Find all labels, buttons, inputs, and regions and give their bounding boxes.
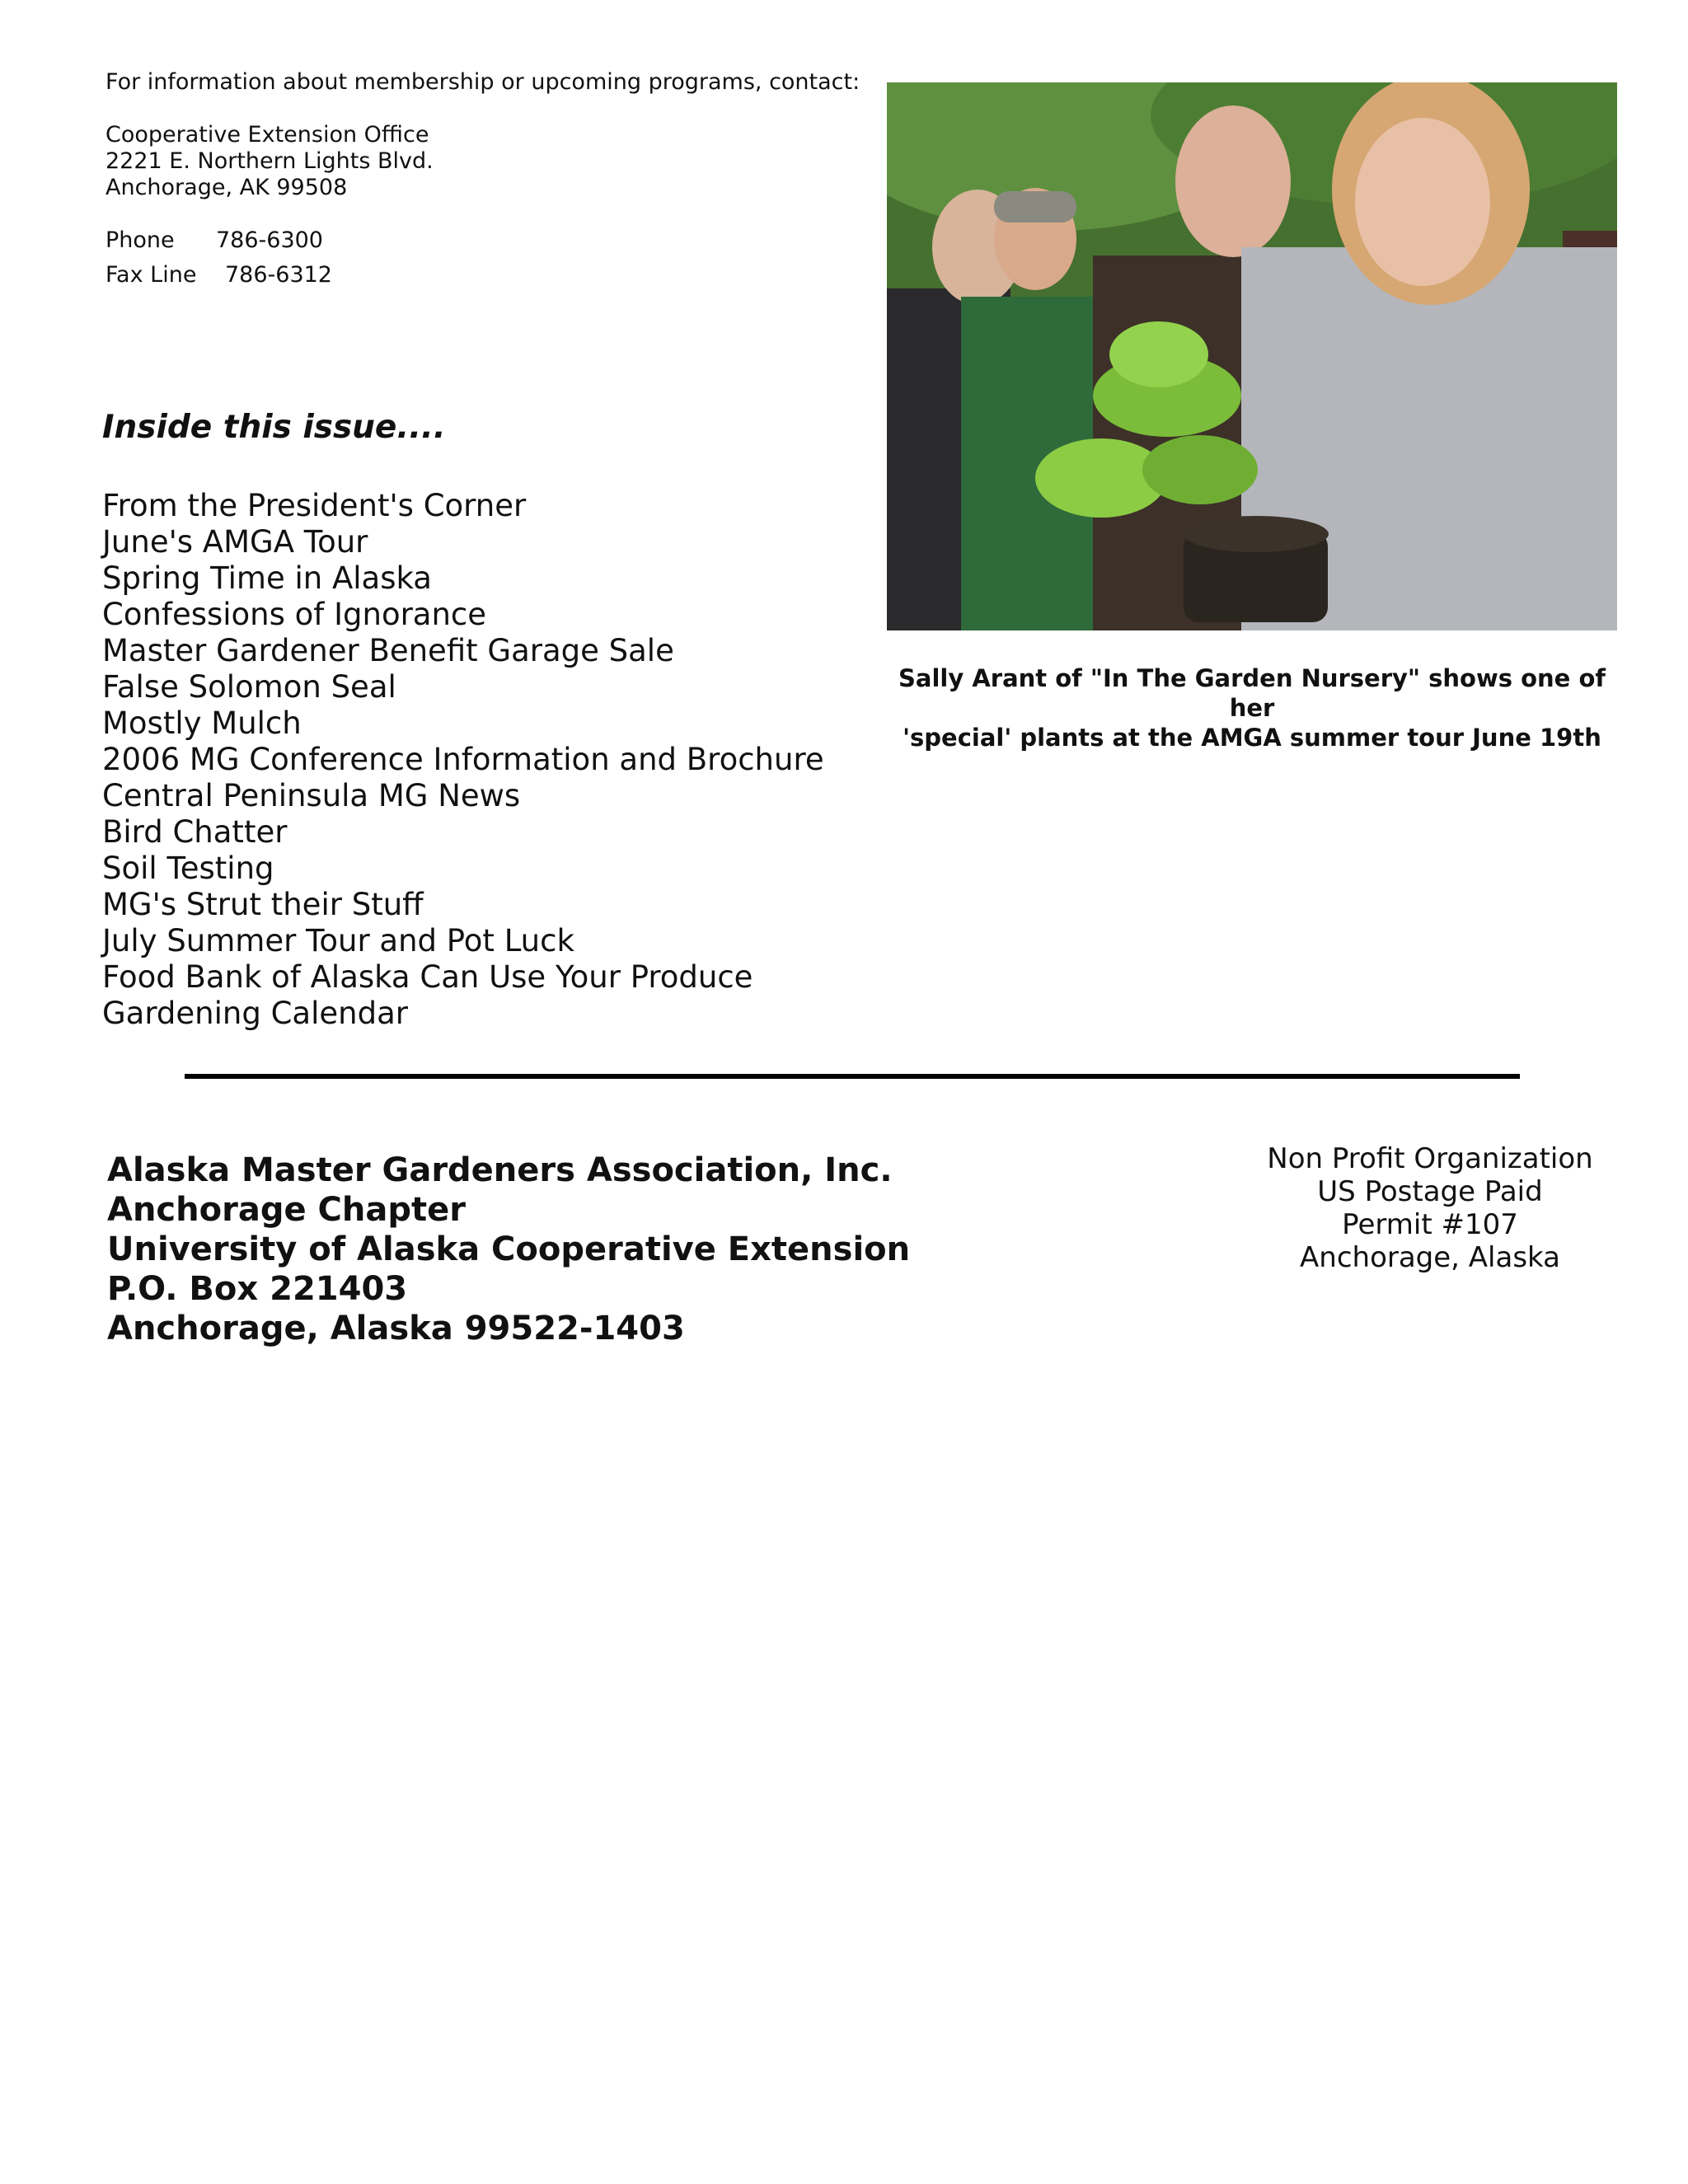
postage-indicia <box>1220 1142 1640 1274</box>
issue-list-item: Confessions of Ignorance <box>102 597 487 632</box>
issue-list-item: From the President's Corner <box>102 488 527 523</box>
contact-address <box>106 122 434 201</box>
fax-line <box>106 262 332 288</box>
issue-list-item: Central Peninsula MG News <box>102 778 521 813</box>
issue-list <box>102 488 824 1032</box>
issue-list-item: Bird Chatter <box>102 814 288 850</box>
fax-number: 786-6312 <box>225 262 332 288</box>
phone-number: 786-6300 <box>216 227 323 253</box>
issue-list-item: June's AMGA Tour <box>102 524 368 560</box>
section-divider <box>185 1074 1520 1079</box>
photo-caption-line2: 'special' plants at the AMGA summer tour June 19th <box>903 724 1601 752</box>
issue-list-item: MG's Strut their Stuff <box>102 887 424 922</box>
issue-list-item: Gardening Calendar <box>102 996 408 1031</box>
inside-heading: Inside this issue.... <box>102 409 446 446</box>
postage-line4: Anchorage, Alaska <box>1300 1241 1560 1274</box>
issue-list-item: Food Bank of Alaska Can Use Your Produce <box>102 959 753 995</box>
contact-office: Cooperative Extension Office <box>106 122 429 148</box>
phone-label: Phone <box>106 227 175 253</box>
phone-line <box>106 227 323 253</box>
issue-list-item: False Solomon Seal <box>102 669 396 705</box>
issue-list-item: 2006 MG Conference Information and Brochure <box>102 742 824 777</box>
return-address-line2: Anchorage Chapter <box>107 1191 466 1229</box>
postage-line3: Permit #107 <box>1342 1208 1518 1241</box>
return-address-line5: Anchorage, Alaska 99522-1403 <box>107 1310 685 1347</box>
contact-street: 2221 E. Northern Lights Blvd. <box>106 148 434 174</box>
issue-list-item: July Summer Tour and Pot Luck <box>102 923 574 958</box>
issue-list-item: Soil Testing <box>102 851 274 886</box>
return-address-line1: Alaska Master Gardeners Association, Inc. <box>107 1151 893 1189</box>
contact-city: Anchorage, AK 99508 <box>106 175 348 200</box>
return-address <box>107 1151 910 1348</box>
fax-label: Fax Line <box>106 262 197 288</box>
tour-photo-image <box>887 82 1617 630</box>
postage-line2: US Postage Paid <box>1317 1175 1543 1208</box>
photo-caption-line1: Sally Arant of "In The Garden Nursery" shows one of her <box>898 664 1606 722</box>
issue-list-item: Master Gardener Benefit Garage Sale <box>102 633 674 668</box>
contact-intro: For information about membership or upcoming programs, contact: <box>106 69 860 95</box>
issue-list-item: Mostly Mulch <box>102 705 302 741</box>
photo-caption <box>887 663 1617 752</box>
return-address-line3: University of Alaska Cooperative Extension <box>107 1230 911 1268</box>
issue-list-item: Spring Time in Alaska <box>102 560 432 596</box>
postage-line1: Non Profit Organization <box>1267 1142 1593 1175</box>
return-address-line4: P.O. Box 221403 <box>107 1270 408 1308</box>
tour-photo <box>887 82 1617 630</box>
